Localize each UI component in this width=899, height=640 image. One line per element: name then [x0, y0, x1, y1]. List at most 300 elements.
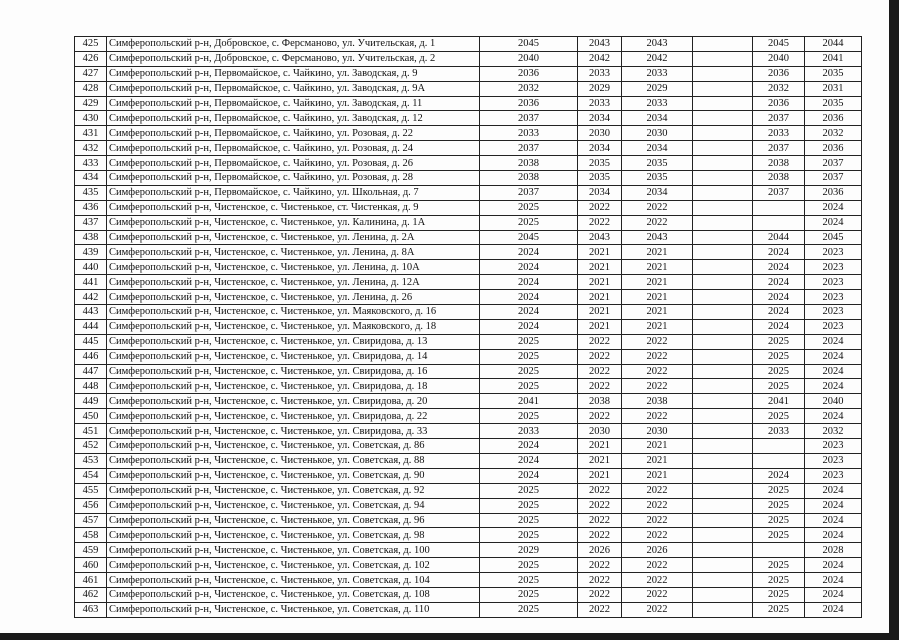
- year-cell-5: 2025: [753, 573, 805, 588]
- row-number-cell: 455: [75, 483, 107, 498]
- table-row: [75, 453, 862, 468]
- year-cell-6: 2045: [805, 230, 862, 245]
- year-cell-6: 2040: [805, 394, 862, 409]
- year-cell-1: 2025: [480, 513, 578, 528]
- year-cell-2: 2043: [578, 37, 622, 52]
- address-cell: Симферопольский р-н, Первомайское, с. Чайкино, ул. Розовая, д. 22: [107, 126, 480, 141]
- year-cell-2: 2033: [578, 66, 622, 81]
- year-cell-6: 2023: [805, 260, 862, 275]
- row-number-cell: 428: [75, 81, 107, 96]
- scan-edge-right: [889, 0, 899, 640]
- year-cell-6: 2036: [805, 185, 862, 200]
- year-cell-2: 2022: [578, 334, 622, 349]
- address-cell: Симферопольский р-н, Чистенское, с. Чистенькое, ул. Свиридова, д. 22: [107, 409, 480, 424]
- year-cell-5: 2037: [753, 185, 805, 200]
- year-cell-4: [693, 453, 753, 468]
- table-row: [75, 230, 862, 245]
- year-cell-4: [693, 558, 753, 573]
- year-cell-5: 2036: [753, 66, 805, 81]
- row-number-cell: 456: [75, 498, 107, 513]
- address-cell: Симферопольский р-н, Чистенское, с. Чистенькое, ул. Свиридова, д. 16: [107, 364, 480, 379]
- address-cell: Симферопольский р-н, Чистенское, с. Чистенькое, ул. Свиридова, д. 18: [107, 379, 480, 394]
- address-cell: Симферопольский р-н, Чистенское, с. Чистенькое, ст. Чистенкая, д. 9: [107, 200, 480, 215]
- table-row: [75, 439, 862, 454]
- year-cell-6: 2024: [805, 573, 862, 588]
- year-cell-3: 2043: [622, 230, 693, 245]
- address-cell: Симферопольский р-н, Чистенское, с. Чистенькое, ул. Советская, д. 94: [107, 498, 480, 513]
- year-cell-6: 2044: [805, 37, 862, 52]
- year-cell-2: 2022: [578, 483, 622, 498]
- year-cell-4: [693, 349, 753, 364]
- year-cell-3: 2034: [622, 185, 693, 200]
- year-cell-5: 2045: [753, 37, 805, 52]
- year-cell-6: 2024: [805, 200, 862, 215]
- year-cell-3: 2021: [622, 275, 693, 290]
- year-cell-1: 2024: [480, 290, 578, 305]
- year-cell-5: 2033: [753, 126, 805, 141]
- year-cell-4: [693, 66, 753, 81]
- year-cell-1: 2024: [480, 275, 578, 290]
- table-row: [75, 275, 862, 290]
- year-cell-5: 2025: [753, 498, 805, 513]
- year-cell-4: [693, 156, 753, 171]
- address-cell: Симферопольский р-н, Чистенское, с. Чистенькое, ул. Калинина, д. 1А: [107, 215, 480, 230]
- year-cell-6: 2031: [805, 81, 862, 96]
- year-cell-2: 2022: [578, 200, 622, 215]
- year-cell-5: 2032: [753, 81, 805, 96]
- year-cell-4: [693, 319, 753, 334]
- year-cell-3: 2021: [622, 305, 693, 320]
- year-cell-6: 2024: [805, 602, 862, 617]
- table-row: [75, 558, 862, 573]
- year-cell-4: [693, 587, 753, 602]
- year-cell-5: 2025: [753, 364, 805, 379]
- year-cell-1: 2024: [480, 245, 578, 260]
- year-cell-1: 2025: [480, 379, 578, 394]
- year-cell-4: [693, 513, 753, 528]
- year-cell-3: 2022: [622, 200, 693, 215]
- year-cell-2: 2021: [578, 468, 622, 483]
- address-cell: Симферопольский р-н, Первомайское, с. Чайкино, ул. Школьная, д. 7: [107, 185, 480, 200]
- year-cell-1: 2041: [480, 394, 578, 409]
- row-number-cell: 427: [75, 66, 107, 81]
- year-cell-2: 2034: [578, 111, 622, 126]
- year-cell-2: 2035: [578, 171, 622, 186]
- year-cell-5: 2025: [753, 379, 805, 394]
- row-number-cell: 451: [75, 424, 107, 439]
- year-cell-1: 2038: [480, 171, 578, 186]
- year-cell-4: [693, 81, 753, 96]
- year-cell-3: 2043: [622, 37, 693, 52]
- table-row: [75, 215, 862, 230]
- year-cell-5: 2024: [753, 468, 805, 483]
- table-row: [75, 379, 862, 394]
- year-cell-3: 2022: [622, 528, 693, 543]
- year-cell-2: 2026: [578, 543, 622, 558]
- table-row: [75, 111, 862, 126]
- table-row: [75, 141, 862, 156]
- year-cell-1: 2033: [480, 424, 578, 439]
- year-cell-3: 2021: [622, 245, 693, 260]
- year-cell-2: 2022: [578, 573, 622, 588]
- table-row: [75, 185, 862, 200]
- table-row: [75, 587, 862, 602]
- address-cell: Симферопольский р-н, Чистенское, с. Чистенькое, ул. Ленина, д. 12А: [107, 275, 480, 290]
- row-number-cell: 436: [75, 200, 107, 215]
- year-cell-6: 2024: [805, 349, 862, 364]
- year-cell-3: 2022: [622, 349, 693, 364]
- address-cell: Симферопольский р-н, Первомайское, с. Чайкино, ул. Розовая, д. 24: [107, 141, 480, 156]
- year-cell-6: 2032: [805, 424, 862, 439]
- year-cell-2: 2022: [578, 409, 622, 424]
- year-cell-5: 2036: [753, 96, 805, 111]
- year-cell-3: 2022: [622, 379, 693, 394]
- row-number-cell: 440: [75, 260, 107, 275]
- address-cell: Симферопольский р-н, Чистенское, с. Чистенькое, ул. Советская, д. 108: [107, 587, 480, 602]
- year-cell-1: 2025: [480, 498, 578, 513]
- year-cell-5: [753, 453, 805, 468]
- year-cell-1: 2025: [480, 409, 578, 424]
- year-cell-6: 2035: [805, 96, 862, 111]
- year-cell-6: 2024: [805, 587, 862, 602]
- address-cell: Симферопольский р-н, Чистенское, с. Чистенькое, ул. Ленина, д. 26: [107, 290, 480, 305]
- year-cell-5: [753, 200, 805, 215]
- table-row: [75, 305, 862, 320]
- table-row: [75, 528, 862, 543]
- year-cell-4: [693, 334, 753, 349]
- year-cell-4: [693, 528, 753, 543]
- year-cell-4: [693, 185, 753, 200]
- year-cell-2: 2034: [578, 185, 622, 200]
- year-cell-5: 2037: [753, 141, 805, 156]
- year-cell-1: 2033: [480, 126, 578, 141]
- year-cell-4: [693, 230, 753, 245]
- row-number-cell: 459: [75, 543, 107, 558]
- year-cell-2: 2021: [578, 260, 622, 275]
- address-cell: Симферопольский р-н, Чистенское, с. Чистенькое, ул. Маяковского, д. 16: [107, 305, 480, 320]
- year-cell-5: 2038: [753, 156, 805, 171]
- year-cell-3: 2022: [622, 558, 693, 573]
- year-cell-1: 2040: [480, 51, 578, 66]
- year-cell-3: 2021: [622, 468, 693, 483]
- year-cell-6: 2024: [805, 498, 862, 513]
- year-cell-4: [693, 126, 753, 141]
- address-cell: Симферопольский р-н, Чистенское, с. Чистенькое, ул. Свиридова, д. 14: [107, 349, 480, 364]
- year-cell-1: 2032: [480, 81, 578, 96]
- year-cell-5: 2044: [753, 230, 805, 245]
- year-cell-1: 2025: [480, 558, 578, 573]
- year-cell-1: 2025: [480, 200, 578, 215]
- table-row: [75, 602, 862, 617]
- year-cell-3: 2030: [622, 126, 693, 141]
- year-cell-3: 2022: [622, 602, 693, 617]
- year-cell-5: 2025: [753, 587, 805, 602]
- year-cell-1: 2025: [480, 364, 578, 379]
- year-cell-6: 2023: [805, 319, 862, 334]
- year-cell-3: 2029: [622, 81, 693, 96]
- year-cell-5: 2041: [753, 394, 805, 409]
- table-row: [75, 364, 862, 379]
- year-cell-4: [693, 602, 753, 617]
- table-row: [75, 334, 862, 349]
- year-cell-2: 2022: [578, 587, 622, 602]
- table-row: [75, 424, 862, 439]
- address-cell: Симферопольский р-н, Чистенское, с. Чистенькое, ул. Свиридова, д. 13: [107, 334, 480, 349]
- address-cell: Симферопольский р-н, Добровское, с. Ферсманово, ул. Учительская, д. 2: [107, 51, 480, 66]
- year-cell-4: [693, 200, 753, 215]
- row-number-cell: 441: [75, 275, 107, 290]
- table-row: [75, 37, 862, 52]
- year-cell-2: 2034: [578, 141, 622, 156]
- year-cell-6: 2028: [805, 543, 862, 558]
- year-cell-5: 2024: [753, 245, 805, 260]
- year-cell-4: [693, 379, 753, 394]
- year-cell-4: [693, 260, 753, 275]
- year-cell-5: [753, 543, 805, 558]
- year-cell-3: 2022: [622, 215, 693, 230]
- row-number-cell: 439: [75, 245, 107, 260]
- table-row: [75, 468, 862, 483]
- year-cell-5: 2025: [753, 602, 805, 617]
- row-number-cell: 426: [75, 51, 107, 66]
- year-cell-4: [693, 483, 753, 498]
- year-cell-4: [693, 290, 753, 305]
- address-cell: Симферопольский р-н, Чистенское, с. Чистенькое, ул. Советская, д. 110: [107, 602, 480, 617]
- year-cell-5: 2024: [753, 260, 805, 275]
- table-row: [75, 66, 862, 81]
- year-cell-4: [693, 275, 753, 290]
- row-number-cell: 438: [75, 230, 107, 245]
- year-cell-2: 2022: [578, 364, 622, 379]
- table-row: [75, 245, 862, 260]
- year-cell-3: 2022: [622, 587, 693, 602]
- row-number-cell: 434: [75, 171, 107, 186]
- address-cell: Симферопольский р-н, Первомайское, с. Чайкино, ул. Заводская, д. 9А: [107, 81, 480, 96]
- year-cell-4: [693, 498, 753, 513]
- year-cell-6: 2041: [805, 51, 862, 66]
- year-cell-6: 2023: [805, 245, 862, 260]
- year-cell-4: [693, 37, 753, 52]
- year-cell-2: 2021: [578, 290, 622, 305]
- address-cell: Симферопольский р-н, Первомайское, с. Чайкино, ул. Заводская, д. 11: [107, 96, 480, 111]
- year-cell-2: 2022: [578, 558, 622, 573]
- row-number-cell: 448: [75, 379, 107, 394]
- year-cell-6: 2035: [805, 66, 862, 81]
- row-number-cell: 450: [75, 409, 107, 424]
- address-cell: Симферопольский р-н, Чистенское, с. Чистенькое, ул. Свиридова, д. 33: [107, 424, 480, 439]
- year-cell-5: 2025: [753, 334, 805, 349]
- address-cell: Симферопольский р-н, Чистенское, с. Чистенькое, ул. Советская, д. 90: [107, 468, 480, 483]
- year-cell-3: 2022: [622, 513, 693, 528]
- address-cell: Симферопольский р-н, Чистенское, с. Чистенькое, ул. Советская, д. 100: [107, 543, 480, 558]
- table-row: [75, 349, 862, 364]
- year-cell-1: 2037: [480, 141, 578, 156]
- year-cell-2: 2042: [578, 51, 622, 66]
- table-row: [75, 513, 862, 528]
- year-cell-2: 2030: [578, 424, 622, 439]
- table-row: [75, 394, 862, 409]
- year-cell-5: 2033: [753, 424, 805, 439]
- year-cell-1: 2045: [480, 37, 578, 52]
- year-cell-4: [693, 573, 753, 588]
- table-row: [75, 498, 862, 513]
- year-cell-1: 2024: [480, 319, 578, 334]
- year-cell-5: 2025: [753, 558, 805, 573]
- year-cell-1: 2038: [480, 156, 578, 171]
- year-cell-3: 2022: [622, 364, 693, 379]
- address-cell: Симферопольский р-н, Первомайское, с. Чайкино, ул. Заводская, д. 9: [107, 66, 480, 81]
- address-cell: Симферопольский р-н, Чистенское, с. Чистенькое, ул. Ленина, д. 10А: [107, 260, 480, 275]
- year-cell-2: 2030: [578, 126, 622, 141]
- year-cell-3: 2022: [622, 573, 693, 588]
- year-cell-4: [693, 439, 753, 454]
- table-row: [75, 200, 862, 215]
- year-cell-3: 2030: [622, 424, 693, 439]
- year-cell-6: 2023: [805, 305, 862, 320]
- address-cell: Симферопольский р-н, Чистенское, с. Чистенькое, ул. Советская, д. 96: [107, 513, 480, 528]
- year-cell-2: 2029: [578, 81, 622, 96]
- row-number-cell: 442: [75, 290, 107, 305]
- table-row: [75, 156, 862, 171]
- year-cell-1: 2025: [480, 573, 578, 588]
- year-cell-4: [693, 424, 753, 439]
- row-number-cell: 431: [75, 126, 107, 141]
- year-cell-3: 2021: [622, 439, 693, 454]
- row-number-cell: 433: [75, 156, 107, 171]
- table-row: [75, 290, 862, 305]
- year-cell-1: 2025: [480, 528, 578, 543]
- address-cell: Симферопольский р-н, Чистенское, с. Чистенькое, ул. Ленина, д. 8А: [107, 245, 480, 260]
- year-cell-2: 2038: [578, 394, 622, 409]
- year-cell-3: 2035: [622, 171, 693, 186]
- address-cell: Симферопольский р-н, Первомайское, с. Чайкино, ул. Розовая, д. 28: [107, 171, 480, 186]
- row-number-cell: 446: [75, 349, 107, 364]
- address-cell: Симферопольский р-н, Чистенское, с. Чистенькое, ул. Советская, д. 98: [107, 528, 480, 543]
- year-cell-2: 2021: [578, 305, 622, 320]
- row-number-cell: 457: [75, 513, 107, 528]
- year-cell-6: 2023: [805, 453, 862, 468]
- row-number-cell: 454: [75, 468, 107, 483]
- year-cell-4: [693, 394, 753, 409]
- year-cell-2: 2033: [578, 96, 622, 111]
- row-number-cell: 461: [75, 573, 107, 588]
- year-cell-1: 2025: [480, 602, 578, 617]
- year-cell-4: [693, 468, 753, 483]
- table-row: [75, 483, 862, 498]
- year-cell-5: 2038: [753, 171, 805, 186]
- year-cell-4: [693, 111, 753, 126]
- address-cell: Симферопольский р-н, Чистенское, с. Чистенькое, ул. Советская, д. 104: [107, 573, 480, 588]
- year-cell-3: 2034: [622, 111, 693, 126]
- address-cell: Симферопольский р-н, Добровское, с. Ферсманово, ул. Учительская, д. 1: [107, 37, 480, 52]
- year-cell-3: 2035: [622, 156, 693, 171]
- year-cell-6: 2023: [805, 275, 862, 290]
- table-row: [75, 81, 862, 96]
- year-cell-1: 2029: [480, 543, 578, 558]
- scan-edge-bottom: [0, 633, 899, 640]
- year-cell-5: 2037: [753, 111, 805, 126]
- year-cell-3: 2021: [622, 453, 693, 468]
- year-cell-2: 2021: [578, 245, 622, 260]
- records-table: [74, 36, 862, 618]
- year-cell-5: 2025: [753, 513, 805, 528]
- year-cell-5: 2025: [753, 409, 805, 424]
- year-cell-2: 2022: [578, 349, 622, 364]
- year-cell-2: 2022: [578, 498, 622, 513]
- year-cell-3: 2022: [622, 334, 693, 349]
- year-cell-1: 2037: [480, 111, 578, 126]
- year-cell-5: [753, 215, 805, 230]
- records-table-body: [75, 37, 862, 618]
- year-cell-6: 2024: [805, 558, 862, 573]
- year-cell-1: 2025: [480, 215, 578, 230]
- row-number-cell: 452: [75, 439, 107, 454]
- year-cell-6: 2023: [805, 468, 862, 483]
- row-number-cell: 437: [75, 215, 107, 230]
- row-number-cell: 462: [75, 587, 107, 602]
- address-cell: Симферопольский р-н, Чистенское, с. Чистенькое, ул. Советская, д. 92: [107, 483, 480, 498]
- year-cell-2: 2022: [578, 528, 622, 543]
- year-cell-4: [693, 245, 753, 260]
- row-number-cell: 460: [75, 558, 107, 573]
- table-row: [75, 51, 862, 66]
- year-cell-5: 2025: [753, 483, 805, 498]
- address-cell: Симферопольский р-н, Чистенское, с. Чистенькое, ул. Советская, д. 102: [107, 558, 480, 573]
- year-cell-3: 2021: [622, 319, 693, 334]
- year-cell-2: 2021: [578, 439, 622, 454]
- year-cell-6: 2024: [805, 334, 862, 349]
- row-number-cell: 429: [75, 96, 107, 111]
- table-row: [75, 319, 862, 334]
- year-cell-1: 2045: [480, 230, 578, 245]
- year-cell-3: 2022: [622, 498, 693, 513]
- year-cell-3: 2026: [622, 543, 693, 558]
- year-cell-2: 2021: [578, 319, 622, 334]
- year-cell-3: 2021: [622, 290, 693, 305]
- year-cell-2: 2022: [578, 215, 622, 230]
- year-cell-4: [693, 364, 753, 379]
- year-cell-3: 2033: [622, 96, 693, 111]
- row-number-cell: 463: [75, 602, 107, 617]
- row-number-cell: 430: [75, 111, 107, 126]
- year-cell-6: 2024: [805, 483, 862, 498]
- year-cell-5: 2040: [753, 51, 805, 66]
- year-cell-1: 2037: [480, 185, 578, 200]
- year-cell-1: 2025: [480, 587, 578, 602]
- year-cell-3: 2038: [622, 394, 693, 409]
- table-row: [75, 171, 862, 186]
- year-cell-4: [693, 171, 753, 186]
- year-cell-6: 2036: [805, 141, 862, 156]
- year-cell-5: 2025: [753, 528, 805, 543]
- year-cell-4: [693, 409, 753, 424]
- year-cell-3: 2042: [622, 51, 693, 66]
- year-cell-1: 2024: [480, 439, 578, 454]
- year-cell-5: 2024: [753, 290, 805, 305]
- year-cell-5: 2024: [753, 305, 805, 320]
- year-cell-3: 2021: [622, 260, 693, 275]
- row-number-cell: 444: [75, 319, 107, 334]
- address-cell: Симферопольский р-н, Чистенское, с. Чистенькое, ул. Маяковского, д. 18: [107, 319, 480, 334]
- year-cell-6: 2024: [805, 528, 862, 543]
- row-number-cell: 443: [75, 305, 107, 320]
- year-cell-2: 2043: [578, 230, 622, 245]
- address-cell: Симферопольский р-н, Первомайское, с. Чайкино, ул. Заводская, д. 12: [107, 111, 480, 126]
- year-cell-1: 2024: [480, 468, 578, 483]
- year-cell-1: 2024: [480, 453, 578, 468]
- year-cell-6: 2036: [805, 111, 862, 126]
- table-row: [75, 573, 862, 588]
